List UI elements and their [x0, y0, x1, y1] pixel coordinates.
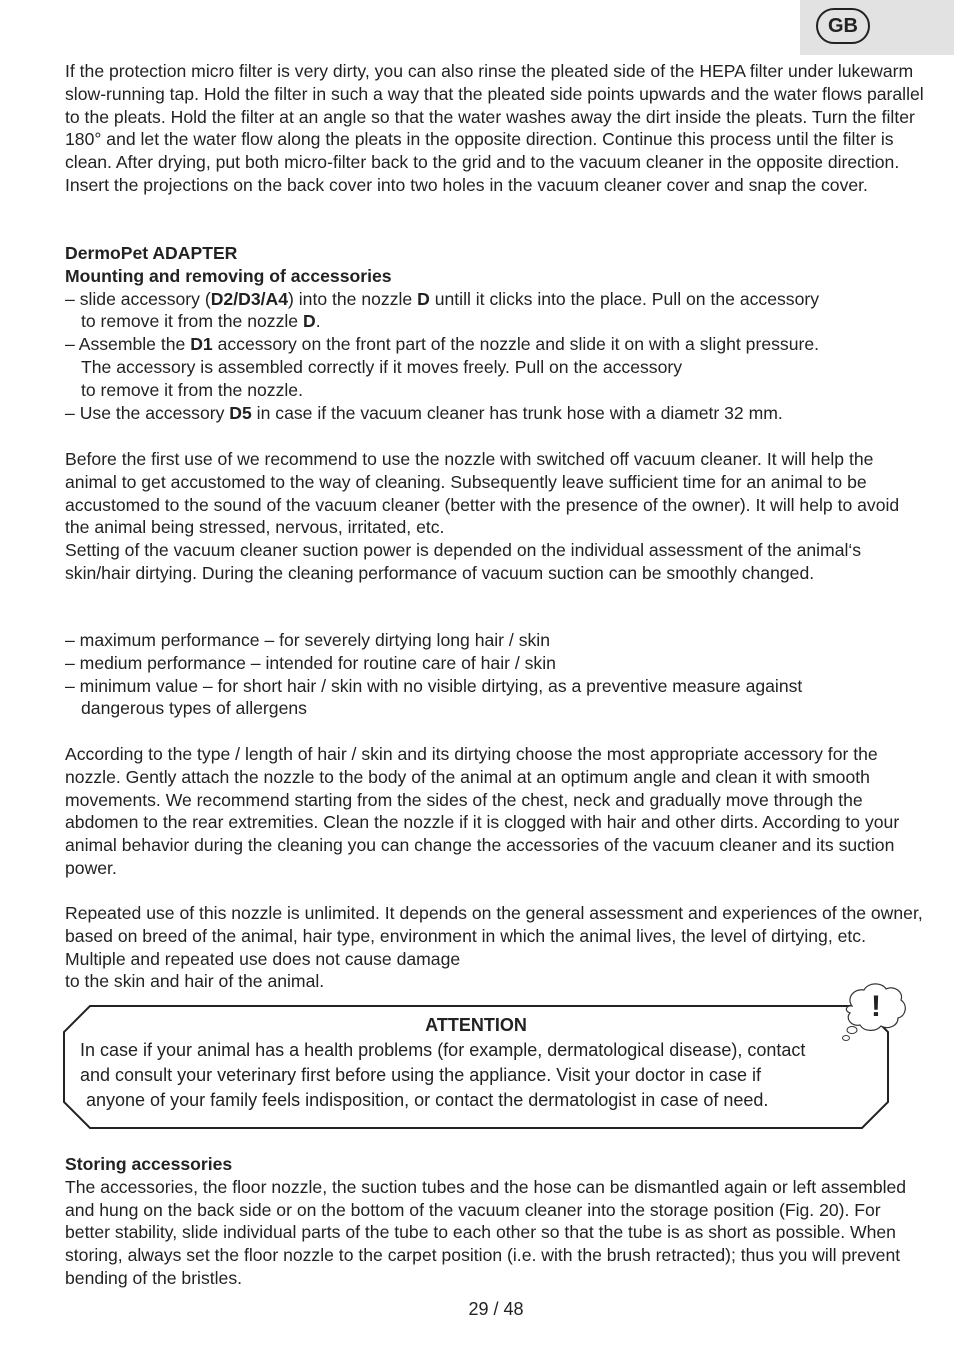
list-item-continuation: to remove it from the nozzle D. — [81, 311, 321, 332]
repeated-use-block — [65, 902, 925, 993]
dermopet-section — [65, 242, 925, 424]
exclamation-mark: ! — [871, 990, 881, 1023]
list-item: – maximum performance – for severely dirtying long hair / skin — [65, 630, 550, 650]
list-item: – slide accessory (D2/D3/A4) into the nozzle D untill it clicks into the place. Pull on the accessory — [65, 288, 820, 309]
first-use-section — [65, 448, 925, 585]
dermopet-subheading: Mounting and removing of accessories — [65, 265, 392, 286]
storing-section — [65, 1153, 925, 1290]
dermopet-heading: DermoPet ADAPTER — [65, 243, 238, 263]
first-use-paragraph: Before the first use of we recommend to use the nozzle with switched off vacuum cleaner. It will help the animal to get accustomed to the way of cleaning. Subsequently leave sufficient time for an animal to be accustomed to the sound of the vacuum cleaner (better with the presence of the owner). It will help to avoid the animal being stressed, nervous, irritated, etc. — [65, 449, 900, 538]
suction-paragraph: Setting of the vacuum cleaner suction power is depended on the individual assessment of the animal‘s skin/hair dirtying. During the cleaning performance of vacuum suction can be smoothly changed. — [65, 540, 862, 583]
repeated-use-paragraph-end: to the skin and hair of the animal. — [65, 971, 325, 992]
attention-line: and consult your veterinary first before using the appliance. Visit your doctor in case if — [80, 1065, 762, 1085]
attention-box — [62, 1004, 890, 1130]
attention-line: anyone of your family feels indisposition, or contact the dermatologist in case of need. — [86, 1090, 769, 1110]
language-badge: GB — [816, 8, 870, 44]
attention-line: In case if your animal has a health problems (for example, dermatological disease), contact — [80, 1040, 806, 1060]
accessory-paragraph-block — [65, 743, 925, 880]
accessory-paragraph: According to the type / length of hair / skin and its dirtying choose the most appropriate accessory for the nozzle. Gently attach the nozzle to the body of the animal at an optimum angle and clean it with smooth movements. We recommend starting from the sides of the chest, neck and gradually move through the abdomen to the rear extremities. Clean the nozzle if it is clogged with hair and other dirts. According to your animal behavior during the cleaning you can change the accessories of the vacuum cleaner and its suction power. — [65, 744, 900, 878]
list-item: – minimum value – for short hair / skin with no visible dirtying, as a preventive measure against — [65, 675, 803, 696]
list-item-continuation: dangerous types of allergens — [81, 698, 307, 719]
attention-text — [80, 1038, 884, 1113]
storing-heading: Storing accessories — [65, 1154, 233, 1174]
list-item: – medium performance – intended for routine care of hair / skin — [65, 652, 556, 673]
list-item: – Use the accessory D5 in case if the vacuum cleaner has trunk hose with a diametr 32 mm. — [65, 402, 783, 423]
intro-paragraph — [65, 60, 925, 197]
list-item: – Assemble the D1 accessory on the front part of the nozzle and slide it on with a slight pressure. — [65, 334, 820, 355]
attention-title: ATTENTION — [425, 1015, 527, 1035]
page-number: 29 / 48 — [468, 1299, 524, 1319]
intro-text: If the protection micro filter is very dirty, you can also rinse the pleated side of the HEPA filter under lukewarm slow-running tap. Hold the filter in such a way that the pleated side points upwards and the water flows parallel to the pleats. Hold the filter at an angle so that the water washes away the dirt inside the pleats. Turn the filter 180° and let the water flow along the pleats in the opposite direction. Continue this process until the filter is clean. After drying, put both micro-filter back to the grid and to the vacuum cleaner in the opposite direction. Insert the projections on the back cover into two holes in the vacuum cleaner cover and snap the cover. — [65, 61, 924, 195]
language-tab — [800, 0, 954, 55]
warning-thought-bubble-icon — [838, 980, 910, 1046]
list-item-continuation: to remove it from the nozzle. — [81, 379, 303, 400]
repeated-use-paragraph: Repeated use of this nozzle is unlimited. It depends on the general assessment and experiences of the owner, based on breed of the animal, hair type, environment in which the animal lives, the level of dirtying, etc. Multiple and repeated use does not cause damage — [65, 903, 923, 969]
storing-paragraph: The accessories, the floor nozzle, the suction tubes and the hose can be dismantled again or left assembled and hung on the back side or on the bottom of the vacuum cleaner into the storage position (Fig. 20). For better stability, slide individual parts of the tube to each other so that the tube is as short as possible. When storing, always set the floor nozzle to the carpet position (i.e. with the brush retracted); thus you will prevent bending of the bristles. — [65, 1176, 907, 1288]
list-item-continuation: The accessory is assembled correctly if it moves freely. Pull on the accessory — [81, 356, 683, 377]
performance-levels — [65, 629, 925, 720]
